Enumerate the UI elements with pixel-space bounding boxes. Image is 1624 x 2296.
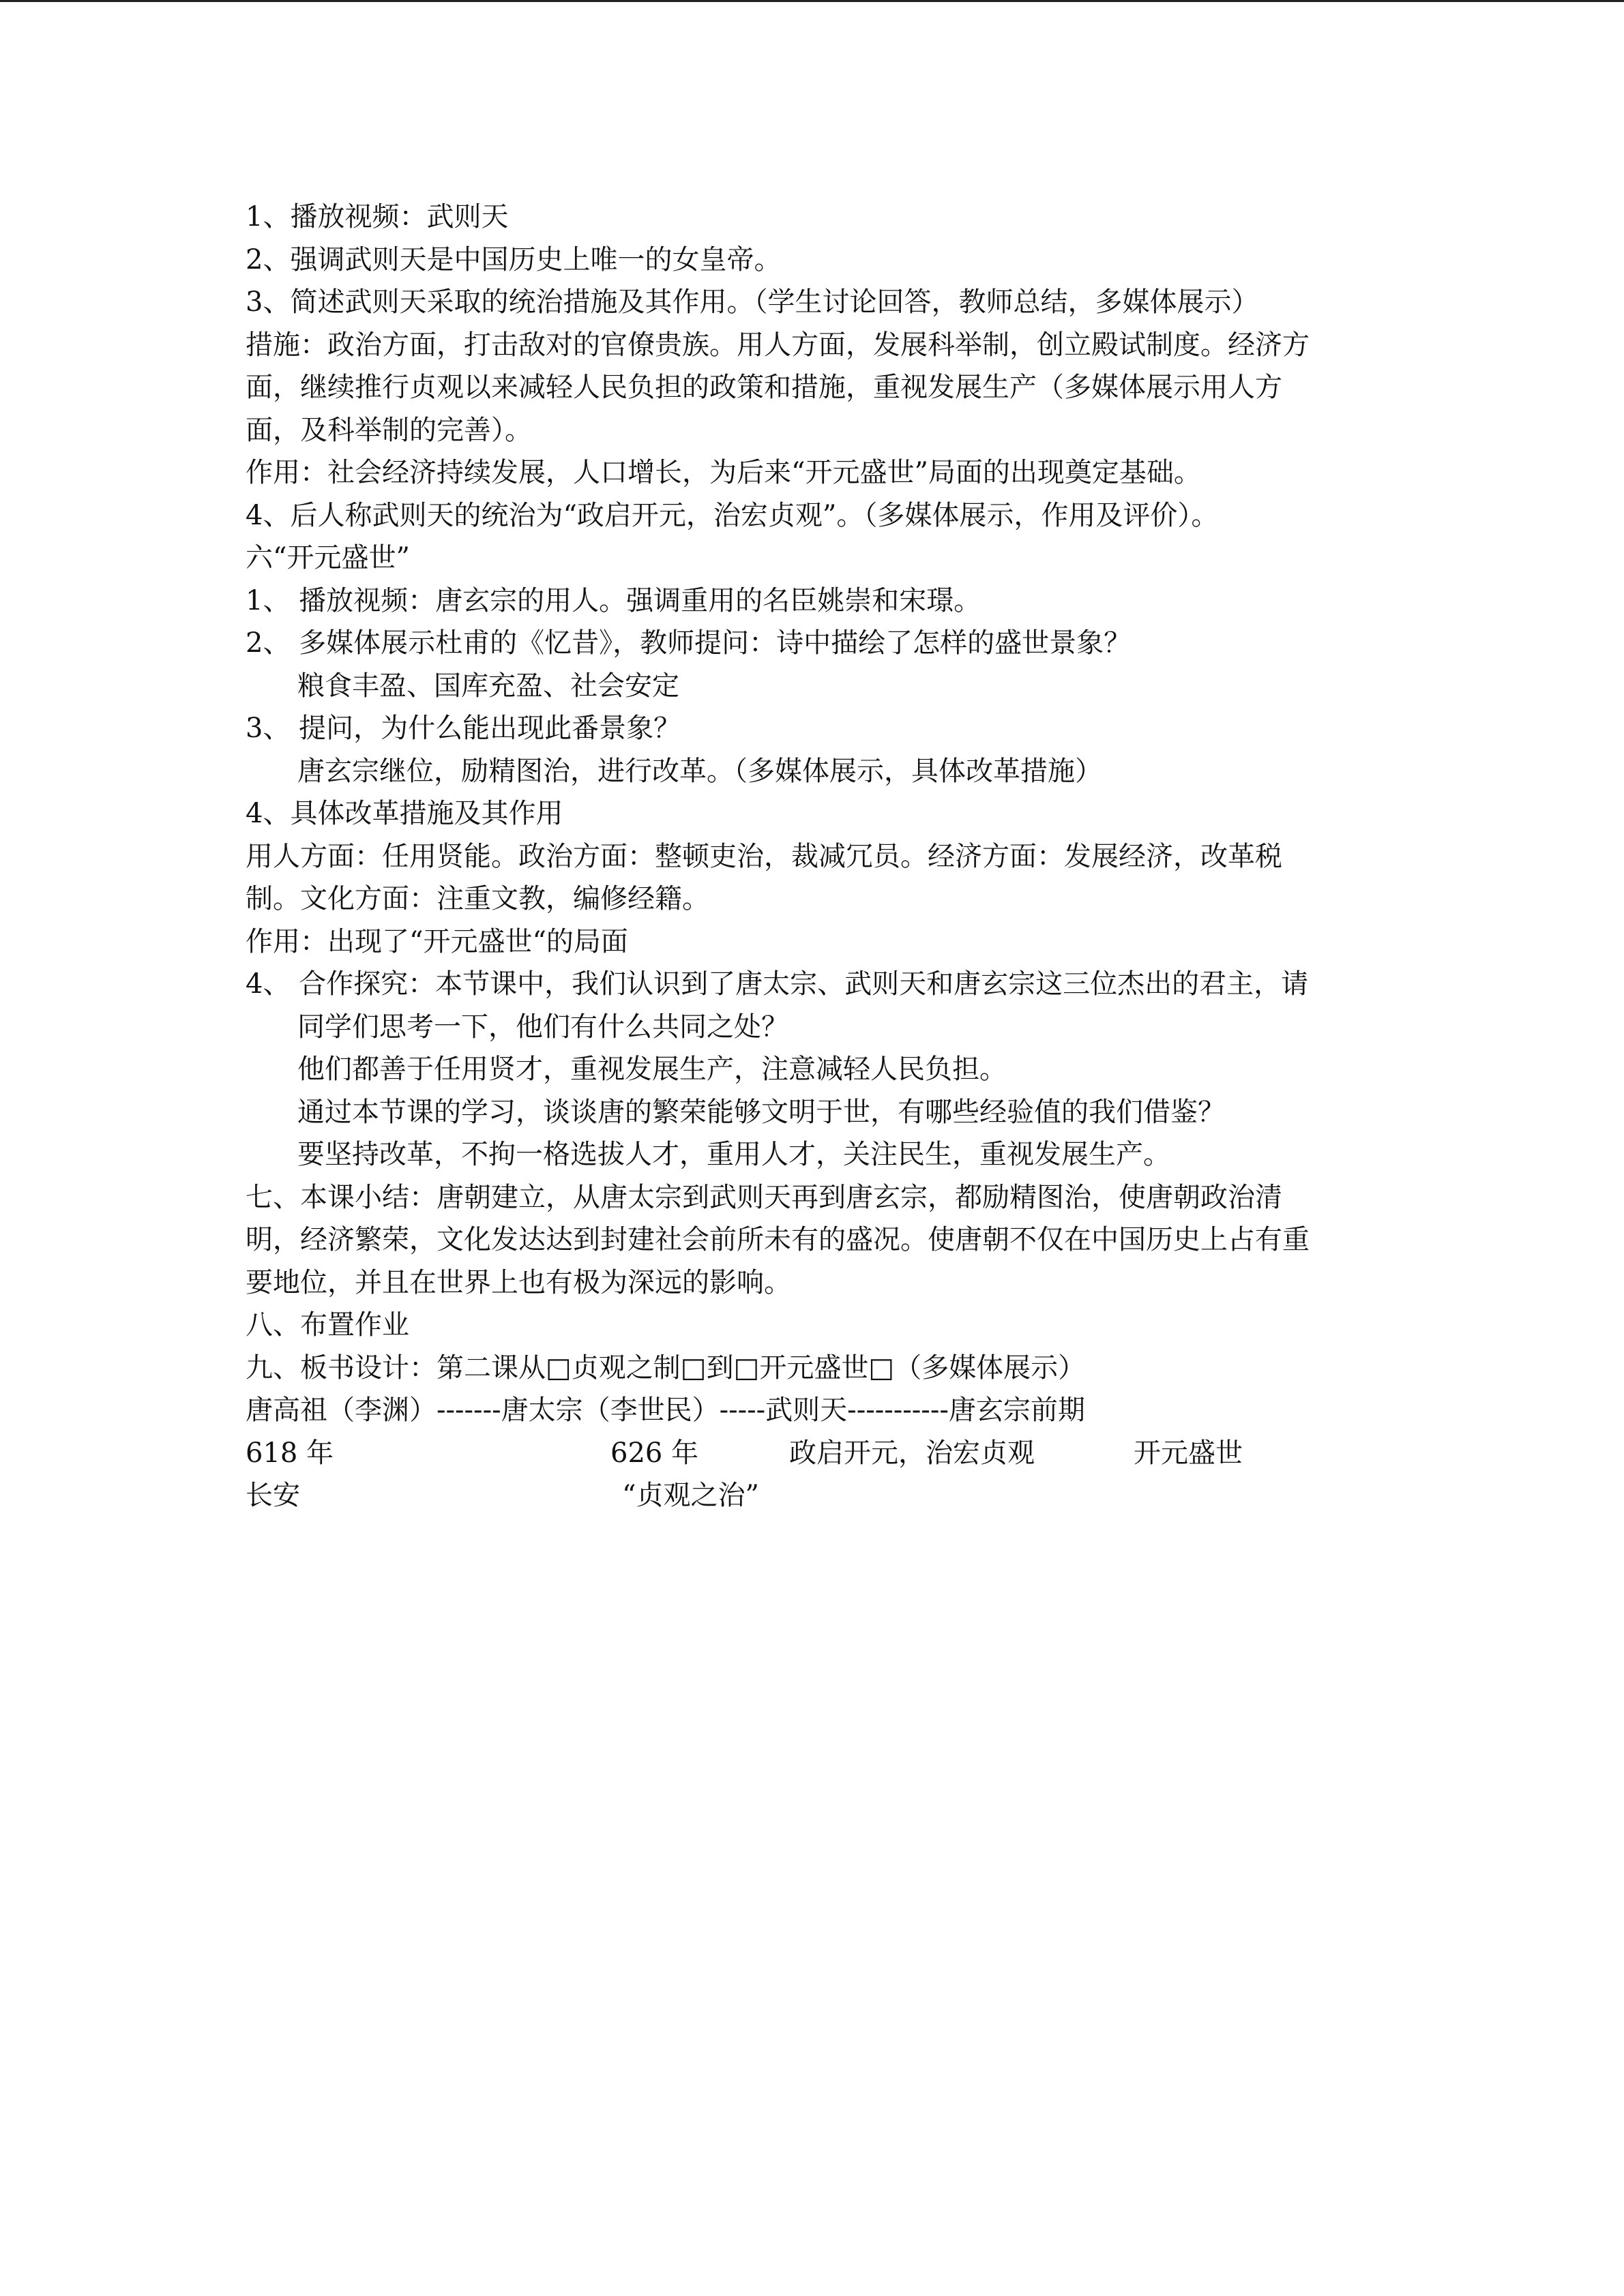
section-summary-line-3: 要地位，并且在世界上也有极为深远的影响。 bbox=[246, 1266, 791, 1298]
text-line-19: 4、 合作探究：本节课中，我们认识到了唐太宗、武则天和唐玄宗这三位杰出的君主，请 bbox=[246, 968, 1309, 1000]
text-line-16: 用人方面：任用贤能。政治方面：整顿吏治，裁减冗员。经济方面：发展经济，改革税 bbox=[246, 840, 1282, 872]
text-line-2: 2、强调武则天是中国历史上唯一的女皇帝。 bbox=[246, 243, 782, 275]
section-heading-six: 六“开元盛世” bbox=[246, 542, 410, 573]
text-line-21: 他们都善于任用贤才，重视发展生产，注意减轻人民负担。 bbox=[297, 1054, 1007, 1085]
text-line-10: 1、 播放视频：唐玄宗的用人。强调重用的名臣姚崇和宋璟。 bbox=[246, 584, 981, 616]
board-capital: 长安 bbox=[246, 1480, 300, 1511]
board-zhenguan-note: “贞观之治” bbox=[622, 1480, 759, 1511]
text-line-3: 3、简述武则天采取的统治措施及其作用。（学生讨论回答，教师总结，多媒体展示） bbox=[246, 286, 1259, 318]
text-line-15: 4、具体改革措施及其作用 bbox=[246, 798, 563, 829]
text-line-20: 同学们思考一下，他们有什么共同之处？ bbox=[297, 1011, 788, 1043]
section-summary-line-1: 七、本课小结：唐朝建立，从唐太宗到武则天再到唐玄宗，都励精图治，使唐朝政治清 bbox=[246, 1181, 1282, 1213]
section-summary-line-2: 明，经济繁荣，文化发达达到封建社会前所未有的盛况。使唐朝不仅在中国历史上占有重 bbox=[246, 1224, 1310, 1255]
text-line-22: 通过本节课的学习，谈谈唐的繁荣能够文明于世，有哪些经验值的我们借鉴？ bbox=[297, 1096, 1225, 1128]
text-line-11: 2、 多媒体展示杜甫的《忆昔》，教师提问：诗中描绘了怎样的盛世景象？ bbox=[246, 627, 1132, 659]
document-page bbox=[246, 196, 1378, 1517]
text-line-8: 4、后人称武则天的统治为“政启开元，治宏贞观”。（多媒体展示，作用及评价）。 bbox=[246, 499, 1219, 531]
board-kaiyuan-note: 开元盛世 bbox=[1134, 1437, 1243, 1469]
text-line-1: 1、播放视频：武则天 bbox=[246, 201, 509, 233]
page-top-border bbox=[0, 0, 1624, 2]
section-board-design: 九、板书设计：第二课从□贞观之制□到□开元盛世□（多媒体展示） bbox=[246, 1352, 1086, 1384]
board-row-years bbox=[246, 1432, 1378, 1475]
text-line-5: 面，继续推行贞观以来减轻人民负担的政策和措施，重视发展生产（多媒体展示用人方 bbox=[246, 372, 1282, 403]
board-year-626: 626 年 bbox=[610, 1437, 699, 1469]
text-line-14: 唐玄宗继位，励精图治，进行改革。（多媒体展示，具体改革措施） bbox=[297, 755, 1102, 787]
board-year-618: 618 年 bbox=[246, 1437, 334, 1469]
text-line-12: 粮食丰盈、国库充盈、社会安定 bbox=[297, 670, 679, 702]
text-line-7: 作用：社会经济持续发展，人口增长，为后来“开元盛世”局面的出现奠定基础。 bbox=[246, 457, 1201, 488]
board-emperor-sequence: 唐高祖（李渊）-------唐太宗（李世民）-----武则天-----------唐玄宗前期 bbox=[246, 1395, 1085, 1426]
text-line-17: 制。文化方面：注重文教，编修经籍。 bbox=[246, 883, 709, 914]
board-wu-zetian-note: 政启开元，治宏贞观 bbox=[789, 1437, 1035, 1469]
text-line-13: 3、 提问，为什么能出现此番景象？ bbox=[246, 713, 681, 744]
board-row-capital bbox=[246, 1474, 1378, 1517]
text-line-23: 要坚持改革，不拘一格选拔人才，重用人才，关注民生，重视发展生产。 bbox=[297, 1139, 1170, 1170]
section-homework: 八、布置作业 bbox=[246, 1309, 409, 1341]
text-line-4: 措施：政治方面，打击敌对的官僚贵族。用人方面，发展科举制，创立殿试制度。经济方 bbox=[246, 329, 1310, 361]
text-line-18: 作用：出现了“开元盛世“的局面 bbox=[246, 925, 628, 957]
board-row-emperors bbox=[246, 1389, 1378, 1432]
text-line-6: 面，及科举制的完善）。 bbox=[246, 414, 532, 446]
